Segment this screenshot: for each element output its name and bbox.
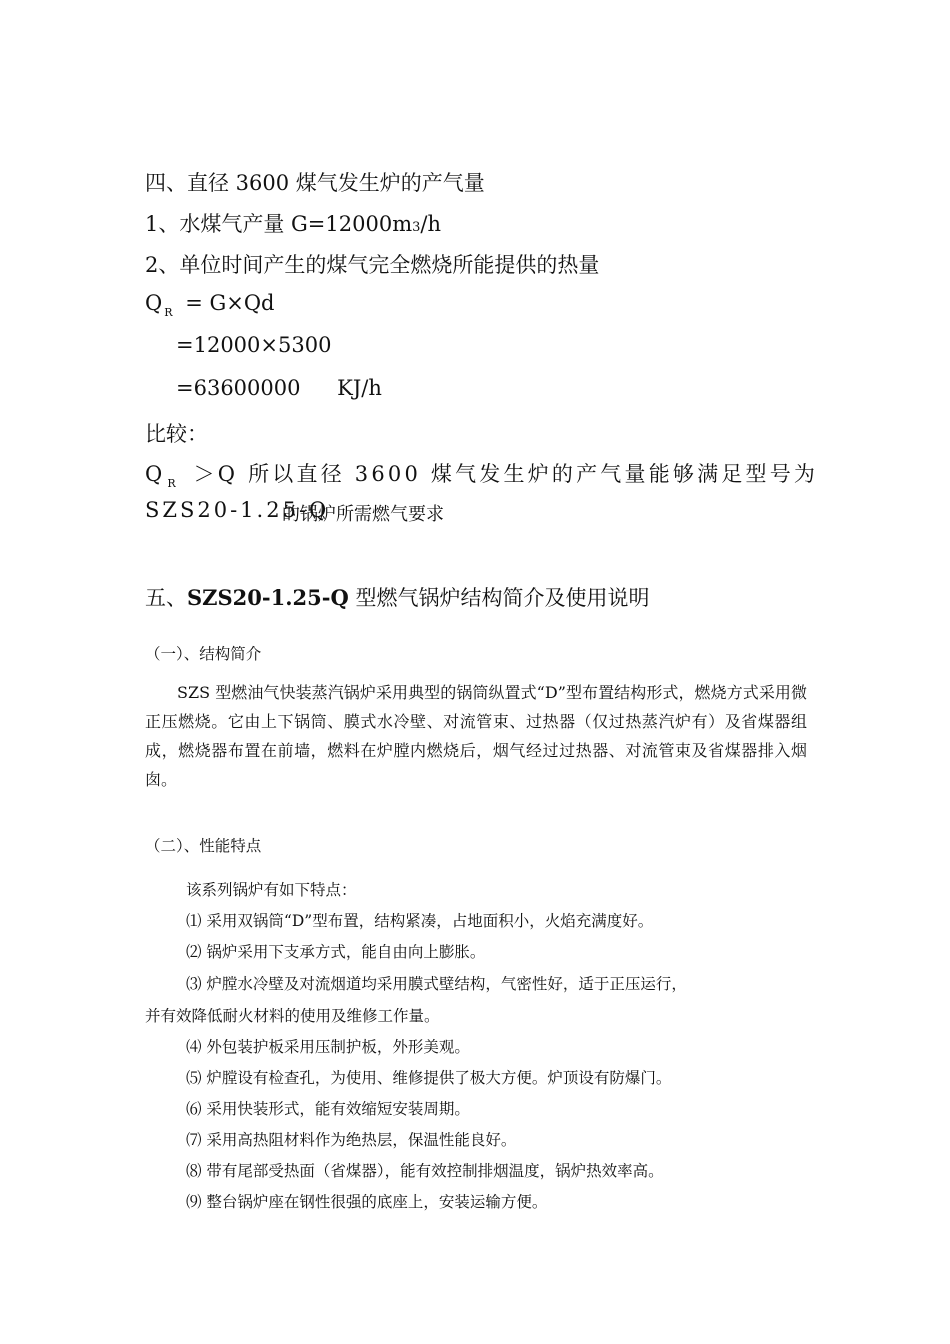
feature-item: ⑶ 炉膛水冷壁及对流烟道均采用膜式壁结构，气密性好，适于正压运行， <box>186 975 687 993</box>
item1-suffix: /h <box>420 212 442 236</box>
feature-item-continuation: 并有效降低耐火材料的使用及维修工作量。 <box>145 1007 440 1025</box>
formula-subscript: R <box>164 306 173 319</box>
subsection-features: （二）、性能特点 <box>145 837 262 855</box>
feature-item: ⑹ 采用快装形式，能有效缩短安装周期。 <box>186 1100 470 1118</box>
subsection-structure: （一）、结构简介 <box>145 645 262 663</box>
formula-line1 <box>145 291 275 319</box>
section5-title <box>145 582 649 612</box>
feature-item: ⑸ 炉膛设有检查孔，为使用、维修提供了极大方便。炉顶设有防爆门。 <box>186 1069 672 1087</box>
section4-title: 四、直径 3600 煤气发生炉的产气量 <box>145 171 485 195</box>
formula-line3-unit: KJ/h <box>337 376 382 400</box>
compare-subscript: R <box>167 477 176 490</box>
formula-line3-value: =63600000 <box>176 376 301 400</box>
section5-title-prefix: 五、 <box>145 586 187 610</box>
item1-unit-superscript: 3 <box>412 220 421 235</box>
item1-line <box>145 208 441 238</box>
formula-rhs: = G×Qd <box>185 291 275 315</box>
compare-line2-overlap: 的锅炉所需燃气要求 <box>282 504 444 525</box>
structure-paragraph: SZS 型燃油气快装蒸汽锅炉采用典型的锅筒纵置式“D”型布置结构形式，燃烧方式采用微正压燃烧。它由上下锅筒、膜式水冷壁、对流管束、过热器（仅过热蒸汽炉有）及省煤器组成，燃烧器布置在前墙，燃料在炉膛内燃烧后，烟气经过过热器、对流管束及省煤器排入烟囱。 <box>145 683 807 789</box>
compare-label: 比较： <box>145 422 208 446</box>
item1-prefix: 1、水煤气产量 G=12000m <box>145 212 413 236</box>
compare-text: ＞Q 所以直径 3600 煤气发生炉的产气量能够满足型号为 <box>193 462 819 486</box>
compare-q: Q <box>145 462 166 486</box>
section5-title-suffix: 型燃气锅炉结构简介及使用说明 <box>348 586 650 610</box>
feature-item: ⑴ 采用双锅筒“D”型布置，结构紧凑，占地面积小，火焰充满度好。 <box>186 912 654 930</box>
compare-model: SZS20-1.25-Q <box>145 498 330 522</box>
item2-line: 2、单位时间产生的煤气完全燃烧所能提供的热量 <box>145 253 600 277</box>
feature-item: ⑷ 外包装护板采用压制护板，外形美观。 <box>186 1038 470 1056</box>
formula-line3 <box>176 376 382 400</box>
feature-item: ⑵ 锅炉采用下支承方式，能自由向上膨胀。 <box>186 943 486 961</box>
features-intro: 该系列锅炉有如下特点： <box>186 881 357 899</box>
section5-title-model: SZS20-1.25-Q <box>187 585 349 610</box>
formula-line2: =12000×5300 <box>176 333 332 357</box>
compare-line1 <box>145 458 818 488</box>
feature-item: ⑼ 整台锅炉座在钢性很强的底座上，安装运输方便。 <box>186 1193 548 1211</box>
feature-item: ⑻ 带有尾部受热面（省煤器），能有效控制排烟温度，锅炉热效率高。 <box>186 1162 664 1180</box>
formula-q: Q <box>145 291 163 315</box>
feature-item: ⑺ 采用高热阻材料作为绝热层，保温性能良好。 <box>186 1131 517 1149</box>
